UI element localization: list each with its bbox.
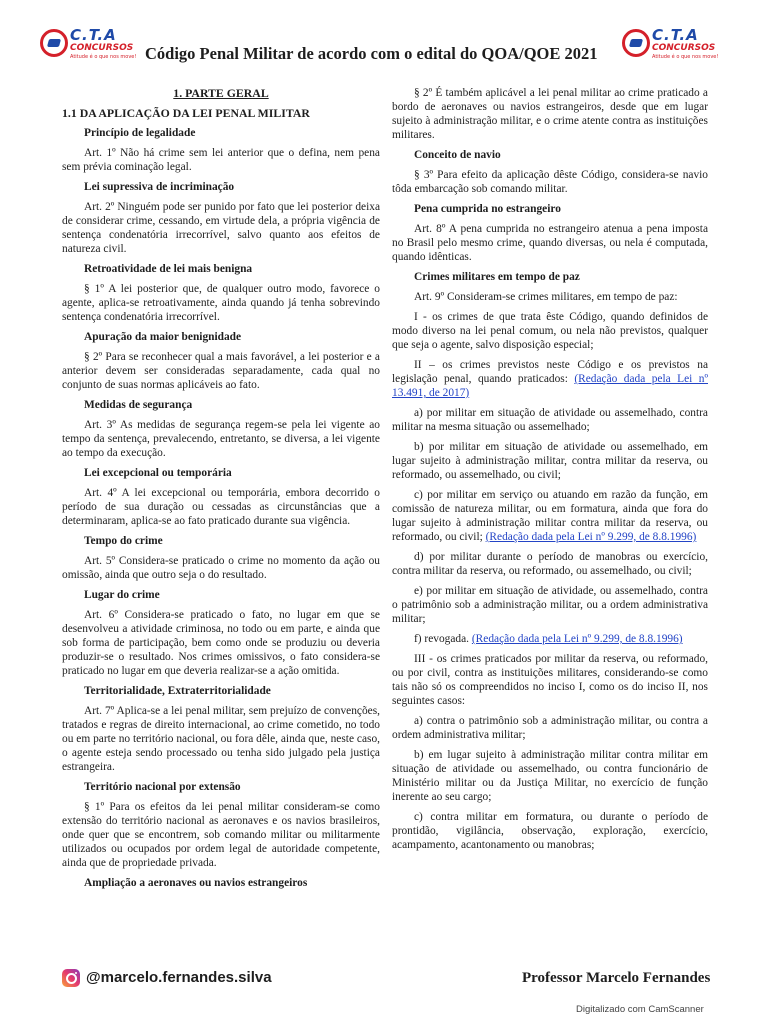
right-column [392, 86, 708, 858]
logo-name: C.T.A [652, 26, 699, 44]
paragraph-text: f) revogada. [414, 633, 470, 645]
paragraph: c) contra militar em formatura, ou durante o período de prontidão, vigilância, observação, exploração, exercício, acampamento, acantonamento ou manobras; [392, 811, 708, 851]
block-text: Art. 7º Aplica-se a lei penal militar, sem prejuízo de convenções, tratados e regras de direito internacional, ao crime cometido, no todo ou em parte no território nacional, ou fora dêle, ainda que, neste caso, o agente esteja sendo processado ou tenha sido julgado pela justiça estrangeira. [62, 705, 380, 773]
section-heading: 1.1 DA APLICAÇÃO DA LEI PENAL MILITAR [62, 106, 310, 120]
block-text: § 1º A lei posterior que, de qualquer outro modo, favorece o agente, aplica-se retroativamente, ainda quando já tenha sobrevindo sentença condenatória irrecorrível. [62, 283, 380, 323]
cta-logo-right [622, 26, 722, 64]
block-text: Art. 1º Não há crime sem lei anterior que o defina, nem pena sem prévia cominação legal. [62, 147, 380, 173]
block-text: § 2º Para se reconhecer qual a mais favorável, a lei posterior e a anterior devem ser consideradas separadamente, cada qual no conjunto de suas normas aplicáveis ao fato. [62, 351, 380, 391]
paragraph: a) por militar em situação de atividade ou assemelhado, contra militar na mesma situação ou assemelhado; [392, 407, 708, 433]
block-heading: Território nacional por extensão [84, 781, 241, 793]
paragraph: § 3º Para efeito da aplicação dêste Código, considera-se navio tôda embarcação sob comando militar. [392, 169, 708, 195]
paragraph: a) contra o patrimônio sob a administração militar, ou contra a ordem administrativa militar; [392, 715, 708, 741]
block-heading: Apuração da maior benignidade [84, 331, 242, 343]
block-heading: Tempo do crime [84, 535, 163, 547]
block-heading: Lei excepcional ou temporária [84, 467, 232, 479]
paragraph [392, 632, 708, 646]
paragraph: I - os crimes de que trata êste Código, quando definidos de modo diverso na lei penal comum, ou nela não previstos, qualquer que seja o agente, salvo disposição especial; [392, 311, 708, 351]
block-heading: Crimes militares em tempo de paz [414, 271, 580, 283]
block-text: § 1º Para os efeitos da lei penal militar consideram-se como extensão do território nacional as aeronaves e os navios brasileiros, onde quer que se encontrem, sob comando militar ou militarmente utilizados ou ocupados por ordem legal de autoridade competente, ainda que de propriedade privada. [62, 801, 380, 869]
paragraph-text: c) por militar em serviço ou atuando em razão da função, em comissão de natureza militar, ou em formatura, ainda que fora do lugar sujeito à administração militar contra militar da reserva, ou reformado, ou civil; [392, 489, 708, 543]
cta-emblem-icon [40, 29, 68, 57]
paragraph: b) em lugar sujeito à administração militar contra militar em situação de atividade ou assemelhado, ou contra funcionário de Ministério militar ou da Justiça Militar, no exercício de função inerente ao seu cargo; [392, 749, 708, 803]
paragraph: Art. 9º Consideram-se crimes militares, em tempo de paz: [414, 291, 678, 303]
logo-sub: CONCURSOS [652, 43, 716, 53]
block-text: Art. 5º Considera-se praticado o crime no momento da ação ou omissão, ainda que outro seja o do resultado. [62, 555, 380, 581]
page-title: Código Penal Militar de acordo com o edital do QOA/QOE 2021 [145, 44, 598, 63]
block-heading: Princípio de legalidade [84, 127, 196, 139]
law-link[interactable]: (Redação dada pela Lei nº 9.299, de 8.8.1996) [471, 633, 683, 645]
block-text: Art. 3º As medidas de segurança regem-se pela lei vigente ao tempo da sentença, prevalecendo, entretanto, se diversa, a lei vigente ao tempo da execução. [62, 419, 380, 459]
block-heading: Pena cumprida no estrangeiro [414, 203, 561, 215]
logo-name: C.T.A [70, 26, 117, 44]
block-heading: Territorialidade, Extraterritorialidade [84, 685, 271, 697]
law-link[interactable]: (Redação dada pela Lei nº 13.491, de 2017) [392, 373, 708, 399]
left-column [62, 86, 380, 896]
block-heading: Lei supressiva de incriminação [84, 181, 235, 193]
paragraph: e) por militar em situação de atividade, ou assemelhado, contra o patrimônio sob a administração militar, ou a ordem administrativa militar; [392, 585, 708, 625]
professor-name: Professor Marcelo Fernandes [522, 970, 711, 986]
logo-tagline: Atitude é o que nos move! [70, 54, 137, 60]
paragraph: Art. 8º A pena cumprida no estrangeiro atenua a pena imposta no Brasil pelo mesmo crime, quando diversas, ou nela é computada, quando idênticas. [392, 223, 708, 263]
block-text: Art. 2º Ninguém pode ser punido por fato que lei posterior deixa de considerar crime, cessando, em virtude dela, a própria vigência de sentença condenatória irrecorrível, salvo quanto aos efeitos de natureza civil. [62, 201, 380, 255]
paragraph: § 2º É também aplicável a lei penal militar ao crime praticado a bordo de aeronaves ou navios estrangeiros, desde que em lugar sujeito à administração militar, e o crime atente contra as instituições militares. [392, 87, 708, 141]
block-heading: Ampliação a aeronaves ou navios estrangeiros [84, 877, 308, 889]
paragraph: d) por militar durante o período de manobras ou exercício, contra militar da reserva, ou reformado, ou assemelhado, ou civil; [392, 551, 708, 577]
block-heading: Medidas de segurança [84, 399, 193, 411]
law-link[interactable]: (Redação dada pela Lei nº 9.299, de 8.8.1996) [485, 531, 697, 543]
logo-tagline: Atitude é o que nos move! [652, 54, 719, 60]
paragraph [392, 358, 708, 400]
block-heading: Lugar do crime [84, 589, 160, 601]
paragraph-text: II – os crimes previstos neste Código e os previstos na legislação penal, quando praticados: [392, 359, 708, 385]
part-heading: 1. PARTE GERAL [173, 86, 269, 100]
cta-logo-left [40, 26, 140, 64]
logo-sub: CONCURSOS [70, 43, 134, 53]
scanner-watermark: Digitalizado com CamScanner [576, 1004, 704, 1015]
block-text: Art. 6º Considera-se praticado o fato, no lugar em que se desenvolveu a atividade criminosa, no todo ou em parte, e ainda que sob forma de participação, bem como onde se produziu ou deveria produzir-se o resultado. Nos crimes omissivos, o fato considera-se praticado no lugar em que deveria realizar-se a ação omitida. [62, 609, 380, 677]
paragraph: III - os crimes praticados por militar da reserva, ou reformado, ou por civil, contra as instituições militares, considerando-se como tais não só os compreendidos no inciso I, como os do inciso II, nos seguintes casos: [392, 653, 708, 707]
block-heading: Retroatividade de lei mais benigna [84, 263, 253, 275]
cta-emblem-icon [622, 29, 650, 57]
paragraph [392, 488, 708, 544]
block-text: Art. 4º A lei excepcional ou temporária, embora decorrido o período de sua duração ou cessadas as circunstâncias que a determinaram, aplica-se ao fato praticado durante sua vigência. [62, 487, 380, 527]
instagram-icon [62, 969, 80, 987]
block-heading: Conceito de navio [414, 149, 501, 161]
paragraph: b) por militar em situação de atividade ou assemelhado, em lugar sujeito à administração militar, contra militar da reserva, ou reformado, ou assemelhado, ou civil; [392, 441, 708, 481]
handle-text: @marcelo.fernandes.silva [86, 969, 272, 986]
